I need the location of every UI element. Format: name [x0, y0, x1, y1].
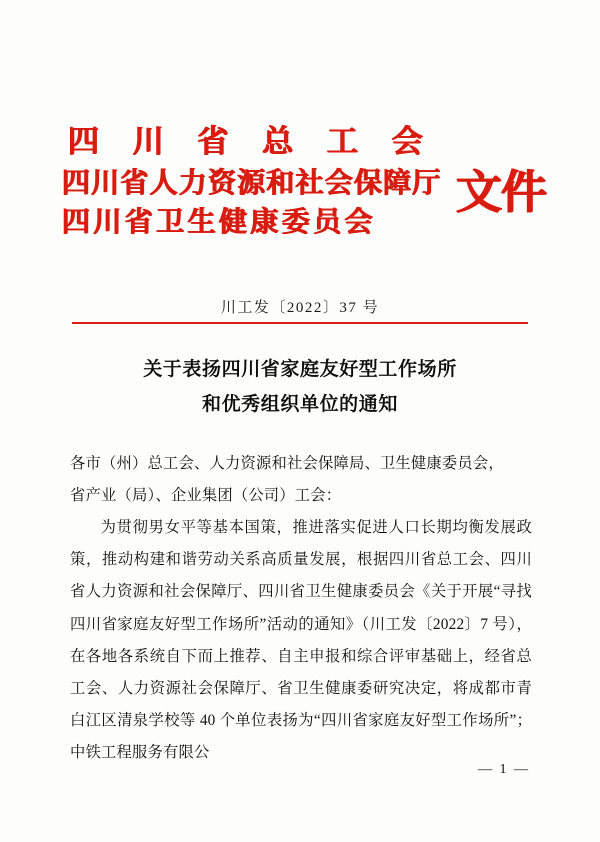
document-body — [70, 448, 532, 769]
masthead-line-3: 四川省卫生健康委员会 — [62, 207, 377, 238]
masthead-line-2: 四川省人力资源和社会保障厅 — [62, 168, 442, 199]
recipient-line-1: 各市（州）总工会、人力资源和社会保障局、卫生健康委员会， — [70, 455, 504, 472]
recipient-line-2: 省产业（局）、企业集团（公司）工会： — [70, 487, 342, 505]
document-title — [84, 352, 516, 422]
masthead-line-1: 四 川 省 总 工 会 — [68, 124, 436, 159]
masthead-wenjian-label: 文件 — [456, 167, 546, 218]
masthead — [0, 126, 600, 237]
document-title-line-2: 和优秀组织单位的通知 — [201, 394, 398, 416]
masthead-rows — [62, 124, 546, 238]
document-number: 川工发〔2022〕37 号 — [220, 300, 380, 316]
red-divider-rule — [72, 322, 528, 324]
page-number: — 1 — — [478, 762, 530, 777]
document-title-line-1: 关于表扬四川省家庭友好型工作场所 — [143, 359, 457, 380]
body-paragraph-1: 为贯彻男女平等基本国策，推进落实促进人口长期均衡发展政策，推动构建和谐劳动关系高质量发展，根据四川省总工会、四川省人力资源和社会保障厅、四川省卫生健康委员会《关于开展“寻找四川省家庭友好型工作场所”活动的通知》（川工发〔2022〕7 号），在各地各系统自下而上推荐、自主申报和综合评审基础上，经省总工会、人力资源社会保障厅、省卫生健康委研究决定，将成都市青白江区清泉学校等 40 个单位表扬为“四川省家庭友好型工作场所”；中铁工程服务有限公 — [70, 519, 532, 761]
